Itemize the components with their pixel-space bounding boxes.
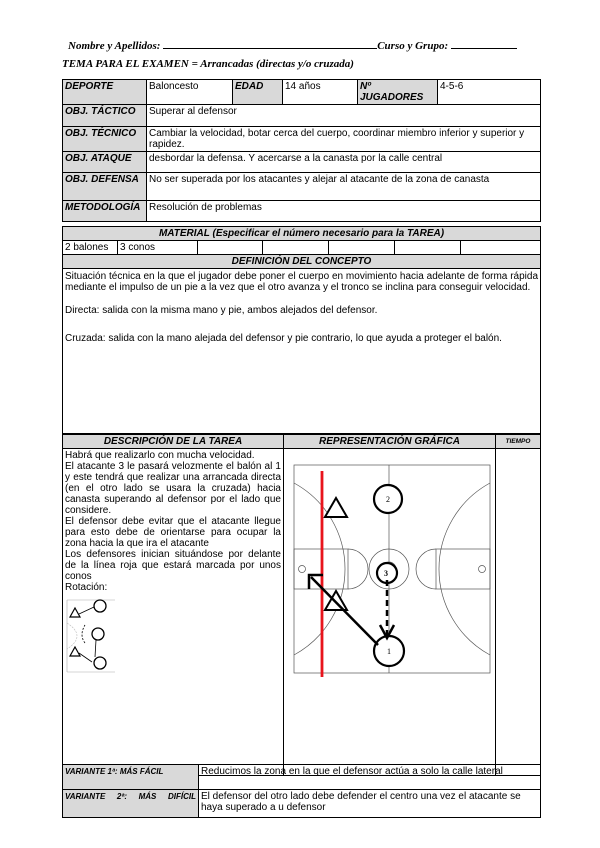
rotation-arrow (82, 625, 85, 643)
rotation-key-arc (67, 623, 77, 649)
name-field[interactable] (163, 38, 377, 49)
task-d2: El atacante 3 le pasará velozmente el balón al 1 y este tendrá que realizar una arrancada directa (en el otro lado se usara la cruzada) hacia canasta superando al defensor por el lado que considere. (65, 461, 281, 516)
edad-value: 14 años (283, 80, 358, 105)
obj-defensa-value: No ser superada por los atacantes y alejar al atacante de la zona de canasta (147, 173, 541, 201)
material-item (461, 241, 541, 255)
material-item (198, 241, 263, 255)
material-title: MATERIAL (Especificar el número necesario para la TAREA) (63, 227, 541, 241)
metodologia-label: METODOLOGÍA (63, 201, 147, 222)
rotation-circle (92, 628, 104, 640)
material-item: 2 balones (63, 241, 118, 255)
material-item (329, 241, 395, 255)
exam-topic: TEMA PARA EL EXAMEN = Arrancadas (directas y/o cruzada) (62, 58, 354, 70)
definition-p2: Directa: salida con la misma mano y pie, ambos alejados del defensor. (65, 305, 378, 316)
rotation-arrow (79, 607, 96, 662)
right-three-point-arc (439, 483, 490, 655)
variant-1-text: Reducimos la zona en la que el defensor actúa a solo la calle lateral (199, 765, 541, 790)
variant-2-text: El defensor del otro lado debe defender el centro una vez el atacante se haya superado a u defensor (199, 790, 541, 818)
rotation-diagram (65, 595, 119, 677)
material-item (263, 241, 329, 255)
rotation-circle (94, 600, 106, 612)
variant-1-label: VARIANTE 1ª: MÁS FÁCIL (63, 765, 199, 790)
task-time-title: TIEMPO (496, 435, 541, 449)
variants-table (62, 764, 541, 818)
jugadores-value: 4-5-6 (438, 80, 541, 105)
metodologia-value: Resolución de problemas (147, 201, 541, 222)
right-key (436, 549, 490, 589)
rotation-triangle (70, 608, 80, 617)
task-description (63, 449, 284, 776)
deporte-value: Baloncesto (147, 80, 233, 105)
obj-tecnico-value: Cambiar la velocidad, botar cerca del cuerpo, coordinar miembro inferior y superior y rapidez. (147, 127, 541, 152)
definition-p1: Situación técnica en la que el jugador debe poner el cuerpo en movimiento hacia adelante de forma rápida mediante el impulso de un pie a la vez que el otro avanza y el tronco se inclina para conseguir velocidad. (65, 271, 539, 293)
course-field[interactable] (451, 38, 517, 49)
obj-defensa-label: OBJ. DEFENSA (63, 173, 147, 201)
task-d4: Los defensores inician situándose por delante de la línea roja que estará marcada por unos conos (65, 549, 281, 582)
obj-tactico-label: OBJ. TÁCTICO (63, 105, 147, 127)
court-diagram (284, 449, 496, 775)
player-2-label: 2 (386, 495, 390, 504)
right-key-arc (416, 549, 436, 589)
variant-2-label: VARIANTE 2ª: MÁS DIFÍCIL (63, 790, 199, 818)
edad-label: EDAD (233, 80, 283, 105)
defender-triangle (325, 498, 347, 517)
left-hoop (299, 566, 306, 573)
task-time (496, 449, 541, 776)
task-graph-title: REPRESENTACIÓN GRÁFICA (284, 435, 496, 449)
player-3-label: 3 (384, 569, 388, 578)
task-table (62, 434, 541, 776)
task-d5: Rotación: (65, 582, 108, 593)
task-desc-title: DESCRIPCIÓN DE LA TAREA (63, 435, 284, 449)
material-table (62, 226, 541, 434)
task-graphic (284, 449, 496, 776)
rotation-circle (94, 657, 106, 669)
task-d3: El defensor debe evitar que el atacante llegue para esto debe de orientarse para ocupar la zona hacia la que ira el atacante (65, 516, 281, 549)
info-row (63, 80, 541, 105)
definition-p3: Cruzada: salida con la mano alejada del defensor y pie contrario, lo que ayuda a proteger el balón. (65, 333, 502, 344)
form-top-table (62, 79, 541, 222)
obj-tecnico-label: OBJ. TÉCNICO (63, 127, 147, 152)
task-d1: Habrá que realizarlo con mucha velocidad. (65, 450, 255, 461)
name-line (68, 38, 517, 52)
course-label: Curso y Grupo: (377, 40, 449, 52)
definition-title: DEFINICIÓN DEL CONCEPTO (63, 255, 541, 269)
player-1-label: 1 (387, 647, 391, 656)
obj-tactico-value: Superar al defensor (147, 105, 541, 127)
left-key-arc (348, 549, 368, 589)
jugadores-label: Nº JUGADORES (358, 80, 438, 105)
obj-ataque-value: desbordar la defensa. Y acercarse a la canasta por la calle central (147, 152, 541, 173)
right-hoop (479, 566, 486, 573)
name-label: Nombre y Apellidos: (68, 40, 161, 52)
deporte-label: DEPORTE (63, 80, 147, 105)
material-item: 3 conos (118, 241, 198, 255)
definition-body (63, 269, 541, 434)
rotation-triangle (70, 647, 80, 656)
material-item (395, 241, 461, 255)
obj-ataque-label: OBJ. ATAQUE (63, 152, 147, 173)
